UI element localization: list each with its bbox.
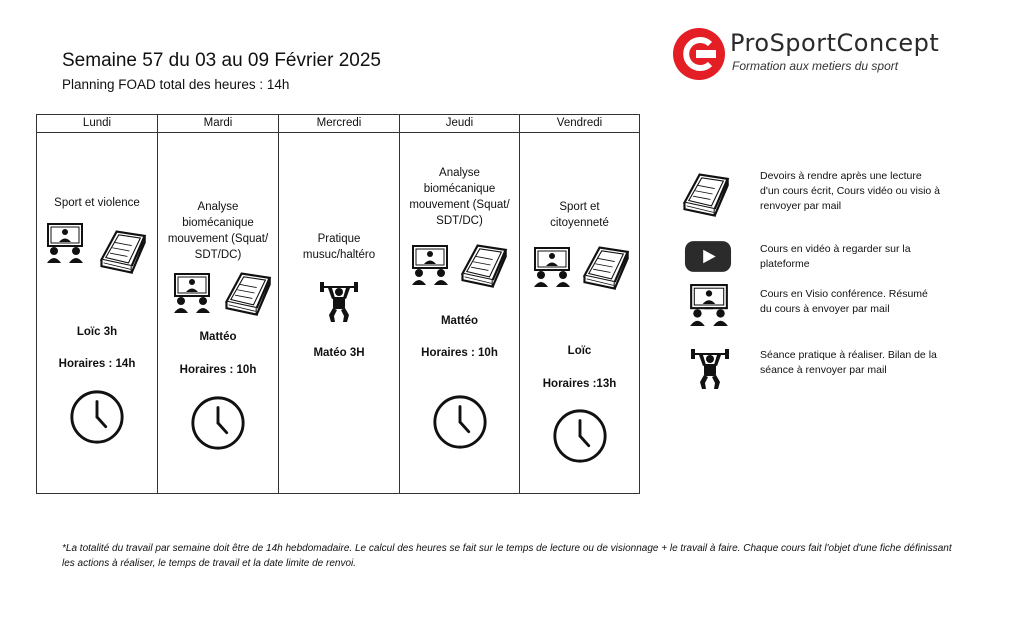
course-title: Analyse biomécanique mouvement (Squat/ SDT/DC) [409,167,510,227]
clock-icon [68,388,126,446]
visio-icon [410,245,450,285]
weightlifter-icon [690,346,730,390]
weekly-schedule-table [36,114,640,494]
page-subtitle: Planning FOAD total des heures : 14h [62,77,290,92]
logo-mark-icon [672,27,726,81]
page-title: Semaine 57 du 03 au 09 Février 2025 [62,50,381,71]
day-column-lundi [37,115,158,493]
course-title: Sport et violence [54,197,140,209]
course-title: Pratique musuc/haltéro [302,233,376,261]
footnote: *La totalité du travail par semaine doit être de 14h hebdomadaire. Le calcul des heures se fait sur le temps de lecture ou de visionnage + le travail à faire. Chaque cours fait l'objet d'une fiche définissant les actions à réaliser, le temps de travail et la date limite de renvoi. [62,543,952,569]
day-column-mercredi [279,115,400,493]
clock-icon [551,407,609,465]
course-title: Analyse biomécanique mouvement (Squat/ SDT/DC) [167,201,269,261]
visio-icon [532,247,572,287]
day-header: Vendredi [520,115,639,133]
hours-label: Horaires :13h [542,378,617,390]
clock-icon [431,393,489,451]
day-header: Mercredi [279,115,399,133]
logo-tagline: Formation aux metiers du sport [732,59,899,73]
legend-text-book: Devoirs à rendre après une lecture d'un cours écrit, Cours vidéo ou visio à renvoyer par mail [760,170,941,212]
logo-name: ProSportConcept [730,29,940,57]
legend-text-visio: Cours en Visio conférence. Résumé du cours à envoyer par mail [760,288,928,315]
teacher-label: Loïc [567,345,592,357]
book-icon [220,269,274,317]
teacher-label: Loïc 3h [76,326,118,338]
hours-label: Horaires : 10h [421,347,498,359]
teacher-label: Matéo 3H [313,347,365,359]
legend-text-video: Cours en vidéo à regarder sur la plateforme [760,243,911,270]
course-title: Sport et citoyenneté [550,201,609,229]
hours-label: Horaires : 14h [58,358,136,370]
weightlifter-icon [319,279,359,323]
visio-icon [688,284,730,326]
day-header: Jeudi [400,115,519,133]
visio-icon [172,273,212,313]
day-header: Mardi [158,115,278,133]
clock-icon [189,394,247,452]
day-header: Lundi [37,115,157,133]
book-icon [456,241,510,289]
book-icon [678,170,732,218]
youtube-icon [684,240,732,273]
hours-label: Horaires : 10h [179,364,257,376]
teacher-label: Mattéo [440,315,479,327]
book-icon [95,227,149,275]
book-icon [578,243,632,291]
visio-icon [45,223,85,263]
day-column-jeudi [400,115,520,493]
legend-text-practice: Séance pratique à réaliser. Bilan de la séance à renvoyer par mail [760,349,937,376]
teacher-label: Mattéo [199,331,237,343]
day-column-mardi [158,115,279,493]
brand-logo [672,27,972,83]
day-column-vendredi [520,115,639,493]
